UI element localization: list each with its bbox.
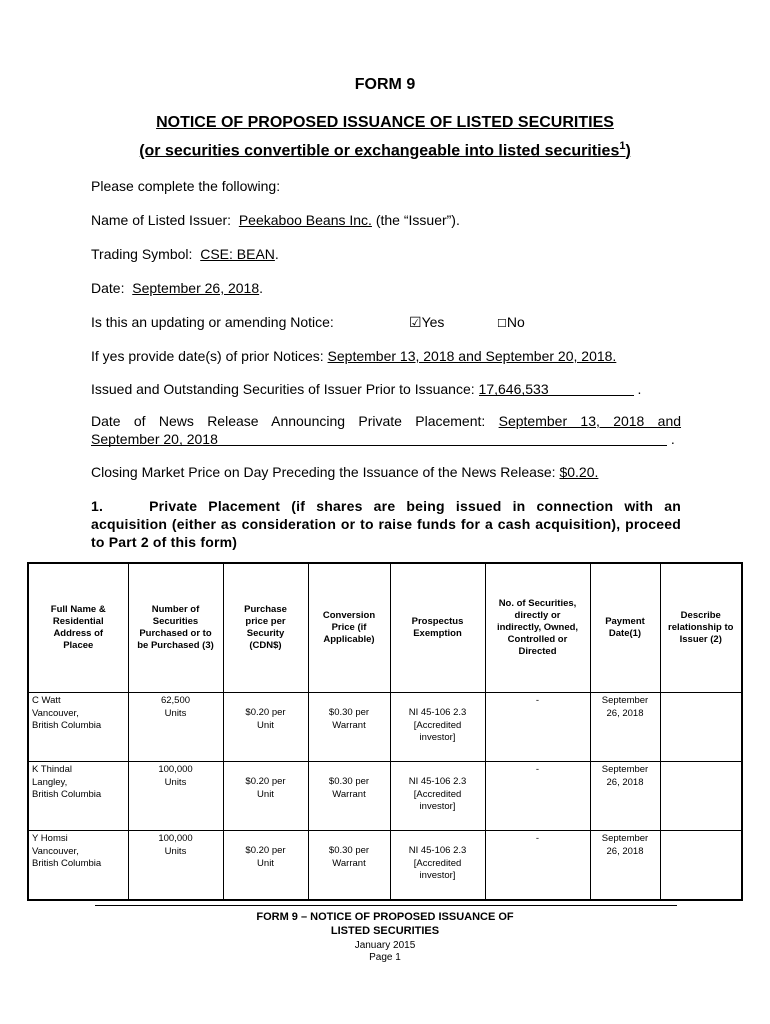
cell-line: Units [164, 776, 187, 788]
column-header-line: Exemption [413, 628, 462, 639]
symbol-line [91, 246, 279, 262]
cell-line: Warrant [332, 857, 366, 869]
cell-line: Vancouver, [32, 707, 79, 719]
relationship-cell[interactable] [660, 762, 742, 831]
column-header-line: Date(1) [608, 628, 642, 639]
footer-title-1: FORM 9 – NOTICE OF PROPOSED ISSUANCE OF [256, 911, 514, 923]
symbol-label: Trading Symbol: [91, 246, 193, 262]
cell-line: C Watt [32, 695, 61, 706]
securities-owned-cell[interactable]: - [485, 831, 590, 901]
cell-line: Unit [257, 719, 274, 731]
relationship-cell[interactable] [660, 831, 742, 901]
prospectus-exemption-cell[interactable] [390, 762, 485, 831]
cell-line: $0.30 per [328, 845, 370, 856]
column-header [28, 563, 128, 693]
date-line [91, 280, 263, 296]
column-header-line: Residential [52, 616, 104, 627]
cell-line: Unit [257, 857, 274, 869]
column-header-line: Price (if [331, 622, 367, 633]
cell-line: Langley, [32, 776, 68, 788]
column-header-line: Directed [518, 646, 557, 657]
table-row [28, 762, 742, 831]
date-suffix: . [259, 280, 264, 296]
cell-line: Units [164, 845, 187, 857]
cell-line: $0.30 per [328, 776, 370, 787]
conversion-price-cell[interactable] [308, 693, 390, 762]
outstanding-field[interactable] [479, 381, 634, 396]
date-value[interactable]: September 26, 2018 [132, 280, 260, 296]
form-subtitle [0, 140, 770, 160]
column-header-line: Security [246, 628, 285, 639]
closing-price-line [91, 464, 598, 480]
securities-number-cell[interactable] [128, 831, 223, 901]
closing-price-value[interactable]: $0.20. [559, 464, 599, 480]
column-header-line: indirectly, Owned, [496, 622, 579, 633]
column-header-line: Address of [53, 628, 104, 639]
column-header-line: (CDN$) [249, 640, 282, 651]
no-option[interactable] [497, 314, 525, 330]
column-header [223, 563, 308, 693]
relationship-cell[interactable] [660, 693, 742, 762]
prior-value[interactable]: September 13, 2018 and September 20, 2018. [327, 348, 617, 364]
cell-line: [Accredited [413, 788, 462, 800]
cell-line: 26, 2018 [606, 776, 644, 788]
cell-line: NI 45-106 2.3 [408, 776, 467, 787]
column-header-line: Prospectus [411, 616, 464, 627]
securities-number-cell[interactable] [128, 762, 223, 831]
cell-line: 26, 2018 [606, 845, 644, 857]
cell-line: British Columbia [32, 720, 102, 731]
cell-line: $0.20 per [245, 776, 286, 787]
prior-notices-line [91, 348, 616, 364]
footer-rule [95, 905, 677, 906]
no-label: No [506, 314, 525, 330]
table-row [28, 693, 742, 762]
cell-line: investor] [419, 870, 456, 881]
column-header [590, 563, 660, 693]
cell-line: 100,000 [158, 833, 193, 844]
column-header-line: Placee [63, 640, 94, 651]
purchase-price-cell[interactable] [223, 693, 308, 762]
column-header-line: Number of [151, 604, 200, 615]
column-header-line: Purchase [244, 604, 287, 615]
cell-line: Warrant [332, 788, 366, 800]
column-header-line: price per [245, 616, 286, 627]
cell-line: 62,500 [160, 695, 191, 706]
cell-line: NI 45-106 2.3 [408, 707, 467, 718]
closing-price-label: Closing Market Price on Day Preceding the Issuance of the News Release: [91, 464, 556, 480]
subtitle-close: ) [625, 142, 631, 160]
cell-line: $0.20 per [245, 707, 286, 718]
outstanding-line [91, 381, 641, 397]
cell-line: $0.20 per [245, 845, 286, 856]
cell-line: September [601, 833, 649, 844]
column-header-line: Purchased or to [139, 628, 212, 639]
cell-line: Warrant [332, 719, 366, 731]
column-header [660, 563, 742, 693]
column-header [308, 563, 390, 693]
symbol-suffix: . [274, 246, 279, 262]
prior-label: If yes provide date(s) of prior Notices: [91, 348, 324, 364]
cell-line: Vancouver, [32, 845, 79, 857]
cell-line: September [601, 764, 649, 775]
cell-line: K Thindal [32, 764, 72, 775]
form-number: FORM 9 [354, 76, 416, 93]
outstanding-value: 17,646,533 [478, 381, 549, 397]
table-header-row [28, 563, 742, 693]
footer-date: January 2015 [354, 940, 416, 951]
yes-label: Yes [421, 314, 445, 330]
cell-line: investor] [419, 732, 456, 743]
cell-line: investor] [419, 801, 456, 812]
yes-option[interactable] [409, 314, 444, 331]
column-header-line: Issuer (2) [679, 634, 722, 645]
payment-date-cell[interactable] [590, 762, 660, 831]
securities-owned-cell[interactable]: - [485, 693, 590, 762]
prospectus-exemption-cell[interactable] [390, 693, 485, 762]
conversion-price-cell[interactable] [308, 762, 390, 831]
cell-line: September [601, 695, 649, 706]
news-release-field[interactable] [91, 431, 667, 446]
column-header-line: Controlled or [507, 634, 568, 645]
cell-line: 100,000 [158, 764, 193, 775]
purchase-price-cell[interactable] [223, 831, 308, 901]
securities-number-cell[interactable] [128, 693, 223, 762]
placee-name-cell[interactable] [28, 831, 128, 901]
column-header [128, 563, 223, 693]
payment-date-cell[interactable] [590, 831, 660, 901]
cell-line: British Columbia [32, 789, 102, 800]
cell-line: $0.30 per [328, 707, 370, 718]
footer-title-2: LISTED SECURITIES [330, 925, 440, 937]
section-1-text: Private Placement (if shares are being issued in connection with an acquisition (either as consideration or to raise funds for a cash acquisition), proceed to Part 2 of this form) [91, 498, 681, 550]
placee-name-cell[interactable] [28, 762, 128, 831]
column-header-line: Full Name & [50, 604, 106, 615]
news-release-suffix: . [670, 431, 675, 447]
column-header-line: Payment [605, 616, 645, 627]
column-header-line: be Purchased (3) [137, 640, 214, 651]
prospectus-exemption-cell[interactable] [390, 831, 485, 901]
payment-date-cell[interactable] [590, 693, 660, 762]
placee-name-cell[interactable] [28, 693, 128, 762]
column-header-line: directly or [514, 610, 561, 621]
intro-text: Please complete the following: [91, 178, 281, 194]
cell-line: [Accredited [413, 857, 462, 869]
column-header [390, 563, 485, 693]
cell-line: NI 45-106 2.3 [408, 845, 467, 856]
subtitle-text: (or securities convertible or exchangeable into listed securities [139, 142, 620, 160]
cell-line: [Accredited [413, 719, 462, 731]
table-row [28, 831, 742, 901]
section-1-number: 1. [91, 498, 104, 514]
footnote-ref[interactable]: 1 [619, 140, 626, 152]
news-release-line2 [91, 431, 675, 447]
news-release-label: Date of News Release Announcing Private Placement: [91, 413, 486, 429]
news-release-value2: September 20, 2018 [91, 431, 218, 447]
news-release-value1[interactable]: September 13, 2018 and [498, 413, 682, 429]
cell-line: Y Homsi [32, 833, 68, 844]
cell-line: Units [164, 707, 187, 719]
column-header-line: Securities [152, 616, 199, 627]
no-checkbox-icon[interactable]: ☐ [497, 318, 507, 330]
issuer-value[interactable]: Peekaboo Beans Inc. [238, 212, 372, 228]
form-title: NOTICE OF PROPOSED ISSUANCE OF LISTED SECURITIES [156, 114, 614, 131]
column-header-line: Conversion [322, 610, 376, 621]
outstanding-label: Issued and Outstanding Securities of Issuer Prior to Issuance: [91, 381, 475, 397]
placee-table [27, 562, 743, 901]
column-header-line: No. of Securities, [498, 598, 577, 609]
column-header-line: Describe [680, 610, 721, 621]
outstanding-suffix: . [637, 381, 642, 397]
column-header-line: Applicable) [323, 634, 375, 645]
purchase-price-cell[interactable] [223, 762, 308, 831]
date-label: Date: [91, 280, 125, 296]
section-1-heading [91, 497, 681, 551]
cell-line: 26, 2018 [606, 707, 644, 719]
securities-owned-cell[interactable]: - [485, 762, 590, 831]
conversion-price-cell[interactable] [308, 831, 390, 901]
issuer-label: Name of Listed Issuer: [91, 212, 232, 228]
issuer-suffix: (the “Issuer”). [375, 212, 460, 228]
cell-line: Unit [257, 788, 274, 800]
symbol-value[interactable]: CSE: BEAN [200, 246, 275, 262]
cell-line: British Columbia [32, 858, 102, 869]
column-header-line: relationship to [668, 622, 734, 633]
news-release-line1 [91, 413, 681, 429]
amending-label: Is this an updating or amending Notice: [91, 314, 334, 330]
footer-page: Page 1 [369, 952, 401, 963]
yes-checkbox-icon[interactable]: ☑ [409, 314, 422, 330]
column-header [485, 563, 590, 693]
issuer-line [91, 212, 460, 228]
